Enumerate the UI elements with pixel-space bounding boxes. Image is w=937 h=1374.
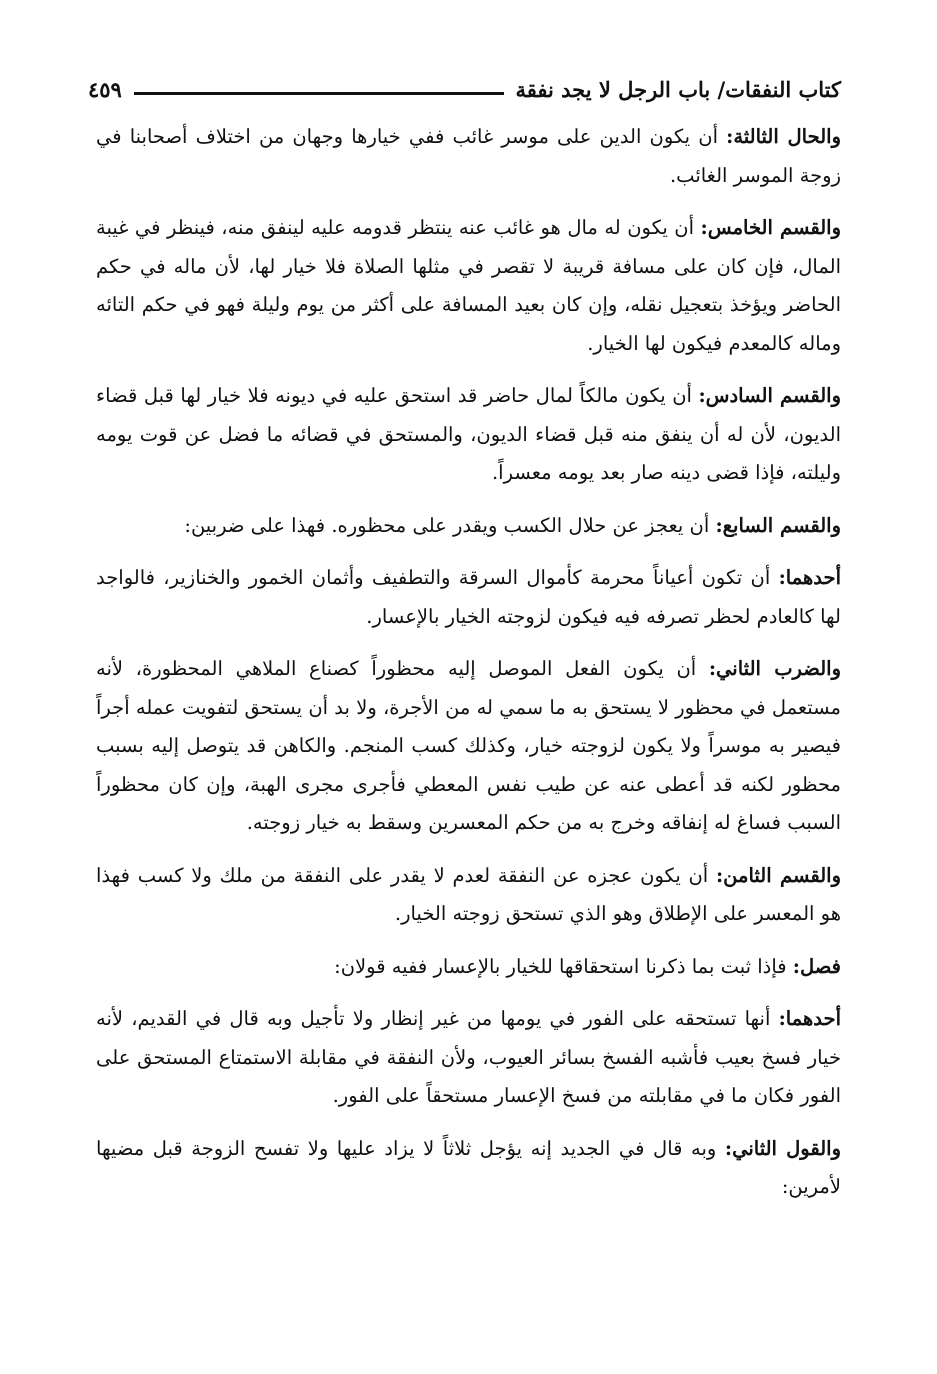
paragraph-text: أن تكون أعياناً محرمة كأموال السرقة والتطفيف وأثمان الخمور والخنازير، فالواجد لها كالعادم لحظر تصرفه فيه فيكون لزوجته الخيار بالإعسار.	[96, 566, 841, 628]
paragraph-lead: والحال الثالثة:	[726, 125, 841, 148]
paragraph-lead: أحدهما:	[778, 566, 841, 589]
paragraph-text: أن يكون له مال هو غائب عنه ينتظر قدومه عليه لينفق منه، فينظر في غيبة المال، فإن كان على مسافة قريبة لا تقصر في مثلها الصلاة فلا خيار لها، لأن ماله في حكم الحاضر ويؤخذ بتعجيل نقله، وإن كان بعيد المسافة على أكثر من يوم وليلة فهو في حكم التائه وماله كالمعدم فيكون لها الخيار.	[96, 216, 841, 355]
paragraph	[96, 209, 841, 363]
paragraph-lead: والضرب الثاني:	[708, 657, 841, 680]
paragraph-lead: والقول الثاني:	[724, 1136, 842, 1160]
paragraph	[96, 857, 841, 934]
paragraph	[96, 559, 841, 636]
page-number: ٤٥٩	[88, 76, 122, 102]
paragraph-text: أن يكون عجزه عن النفقة لعدم لا يقدر على النفقة من ملك ولا كسب فهذا هو المعسر على الإطلاق وهو الذي تستحق زوجته الخيار.	[96, 863, 841, 925]
paragraph	[96, 1130, 841, 1207]
paragraph-lead: أحدهما:	[778, 1007, 841, 1030]
paragraph-lead: والقسم الثامن:	[715, 863, 841, 887]
paragraph-text: أن يكون الفعل الموصل إليه محظوراً كصناع الملاهي المحظورة، لأنه مستعمل في محظور لا يستحق به ما سمي له من الأجرة، ولا بد أن يستحق لتفويت عمله أجراً فيصير به موسراً ولا يكون لزوجته خيار، وكذلك كسب المنجم. والكاهن قد يتوصل إليه بسبب محظور لكنه قد أعطى عنه عن طيب نفس المعطي فأجرى مجرى الهبة، وإن كان محظوراً السبب فساغ له إنفاقه وخرج به من حكم المعسرين وسقط به خيار زوجته.	[96, 657, 841, 834]
paragraph-text: أنها تستحقه على الفور في يومها من غير إنظار ولا تأجيل وبه قال في القديم، لأنه خيار فسخ بعيب فأشبه الفسخ بسائر العيوب، ولأن النفقة في مقابلة الاستمتاع المستحق على الفور فكان ما في مقابلته من فسخ الإعسار مستحقاً على الفور.	[96, 1007, 841, 1107]
page-body	[96, 118, 841, 1221]
paragraph-lead: والقسم السابع:	[715, 513, 841, 537]
paragraph-lead: والقسم الخامس:	[700, 216, 841, 239]
running-header	[88, 72, 841, 106]
header-title: كتاب النفقات/ باب الرجل لا يجد نفقة	[515, 76, 841, 102]
paragraph-lead: فصل:	[792, 954, 841, 978]
paragraph	[96, 948, 841, 987]
paragraph-text: فإذا ثبت بما ذكرنا استحقاقها للخيار بالإعسار ففيه قولان:	[334, 954, 793, 978]
paragraph	[96, 118, 841, 195]
header-rule	[134, 92, 504, 95]
paragraph-lead: والقسم السادس:	[698, 384, 841, 407]
paragraph-text: أن يكون مالكاً لمال حاضر قد استحق عليه في ديونه فلا خيار لها قبل قضاء الديون، لأن له أن ينفق منه قبل قضاء الديون، والمستحق في قضائه ما فضل عن قوت يومه وليلته، فإذا قضى دينه صار بعد يومه معسراً.	[96, 384, 841, 484]
paragraph-text: أن يعجز عن حلال الكسب ويقدر على محظوره. فهذا على ضربين:	[184, 513, 716, 537]
paragraph	[96, 650, 841, 843]
paragraph-text: أن يكون الدين على موسر غائب ففي خيارها وجهان من اختلاف أصحابنا في زوجة الموسر الغائب.	[96, 125, 841, 187]
paragraph	[96, 377, 841, 493]
paragraph-text: وبه قال في الجديد إنه يؤجل ثلاثاً لا يزاد عليها ولا تفسح الزوجة قبل مضيها لأمرين:	[96, 1136, 841, 1198]
paragraph	[96, 1000, 841, 1116]
paragraph	[96, 507, 841, 546]
